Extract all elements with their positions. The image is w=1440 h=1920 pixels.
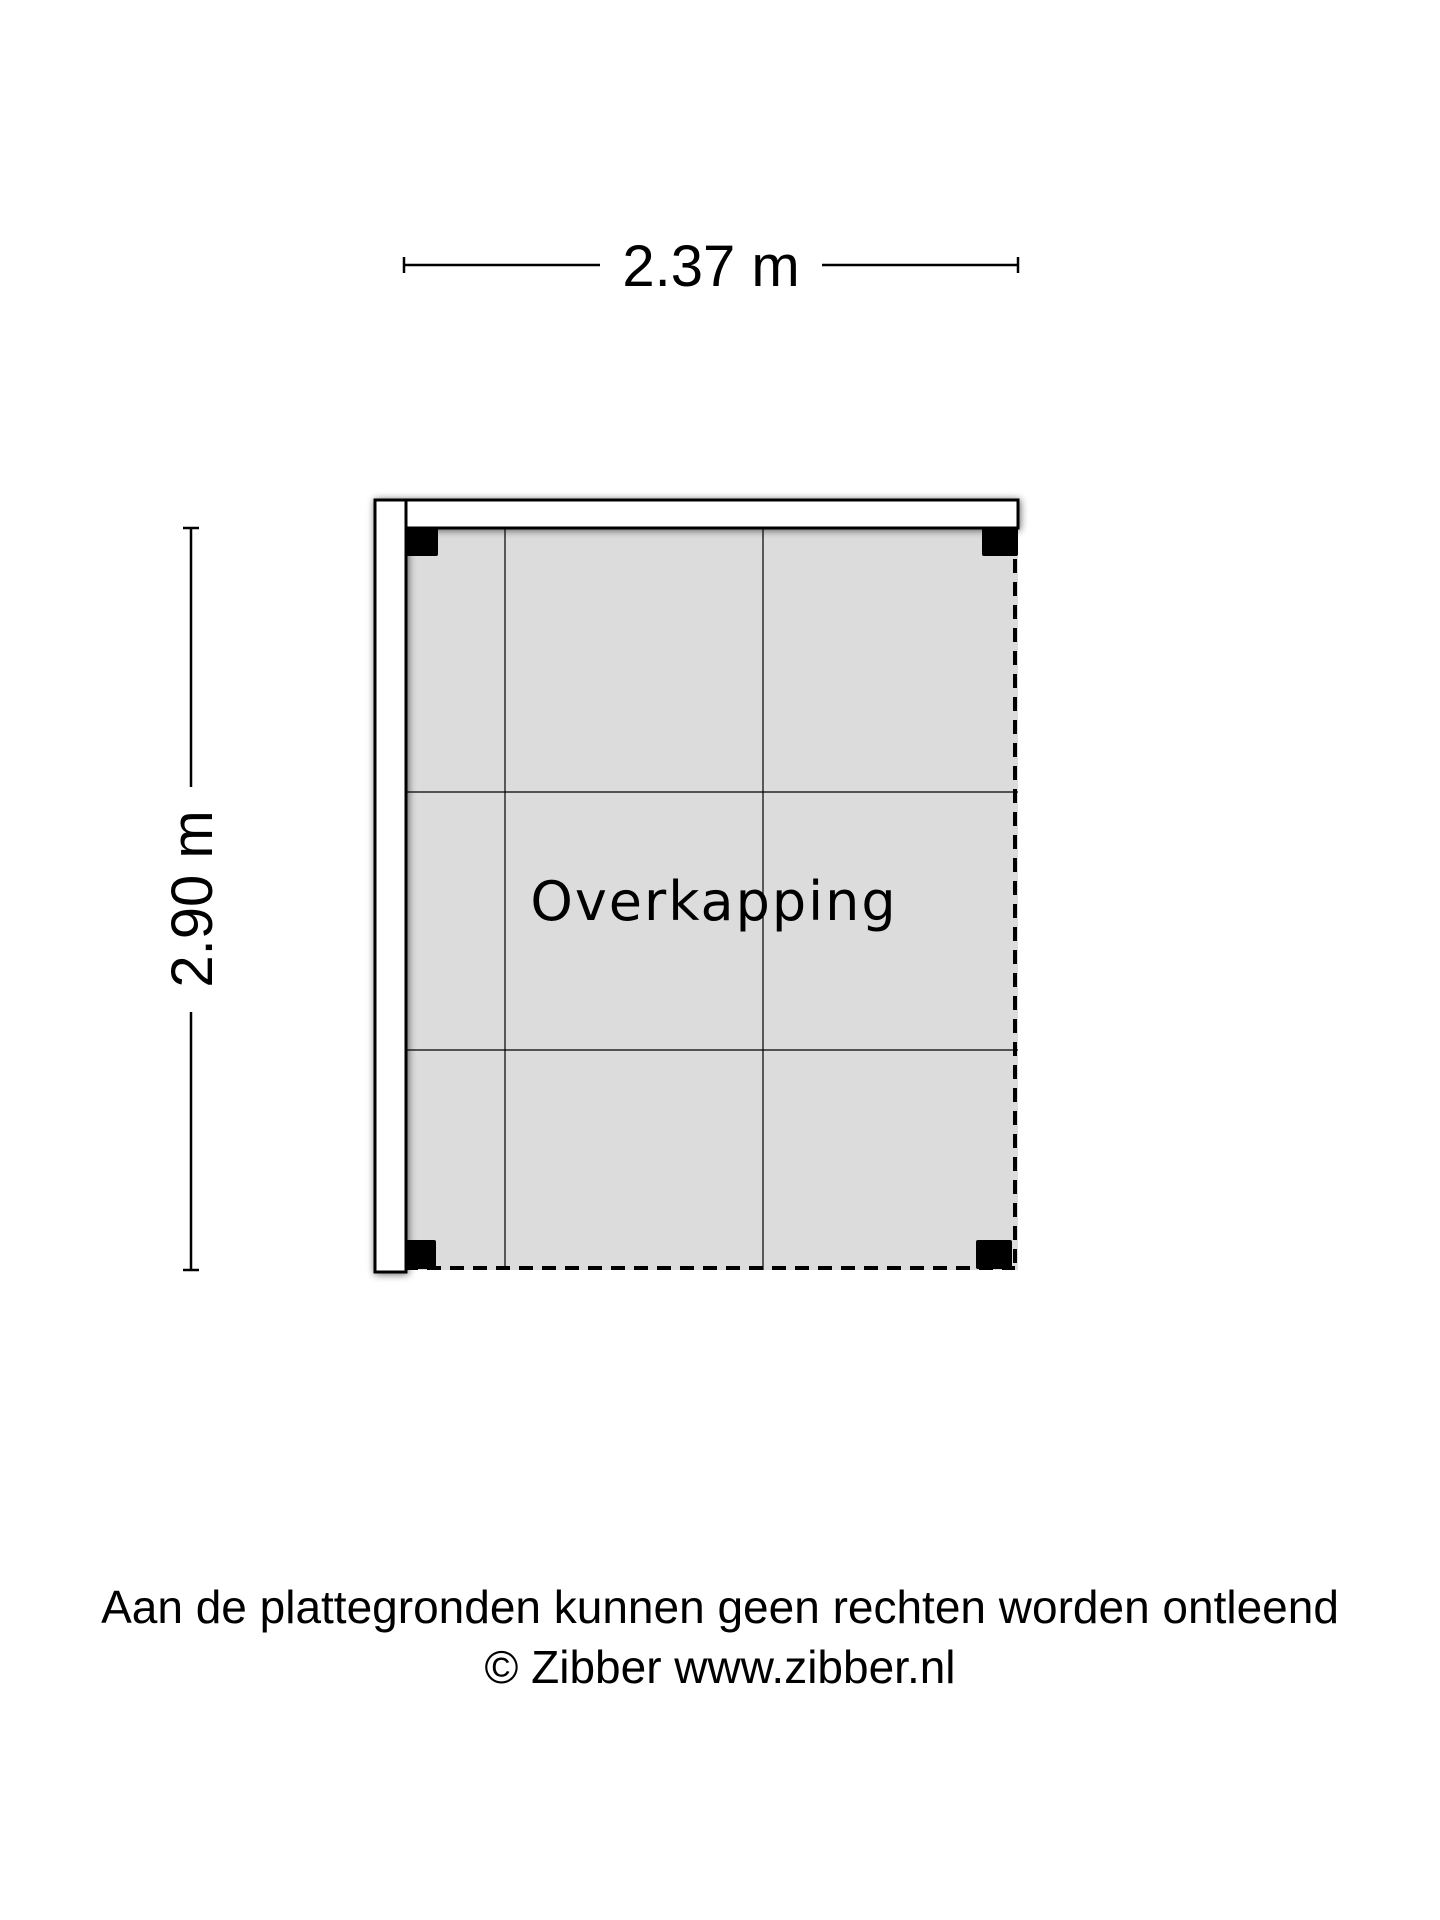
post-bottom-left <box>406 1240 436 1269</box>
width-label: 2.37 m <box>622 234 800 299</box>
height-label: 2.90 m <box>160 810 225 988</box>
post-bottom-right <box>976 1240 1012 1269</box>
top-wall <box>375 500 1018 528</box>
disclaimer-text: Aan de plattegronden kunnen geen rechten worden ontleend <box>101 1581 1339 1633</box>
width-dimension <box>404 234 1018 299</box>
post-top-left <box>406 528 438 556</box>
copyright-text: © Zibber www.zibber.nl <box>484 1641 956 1693</box>
left-wall <box>375 500 406 1272</box>
post-top-right <box>982 528 1018 556</box>
room-name: Overkapping <box>530 870 898 933</box>
height-dimension <box>160 528 225 1270</box>
